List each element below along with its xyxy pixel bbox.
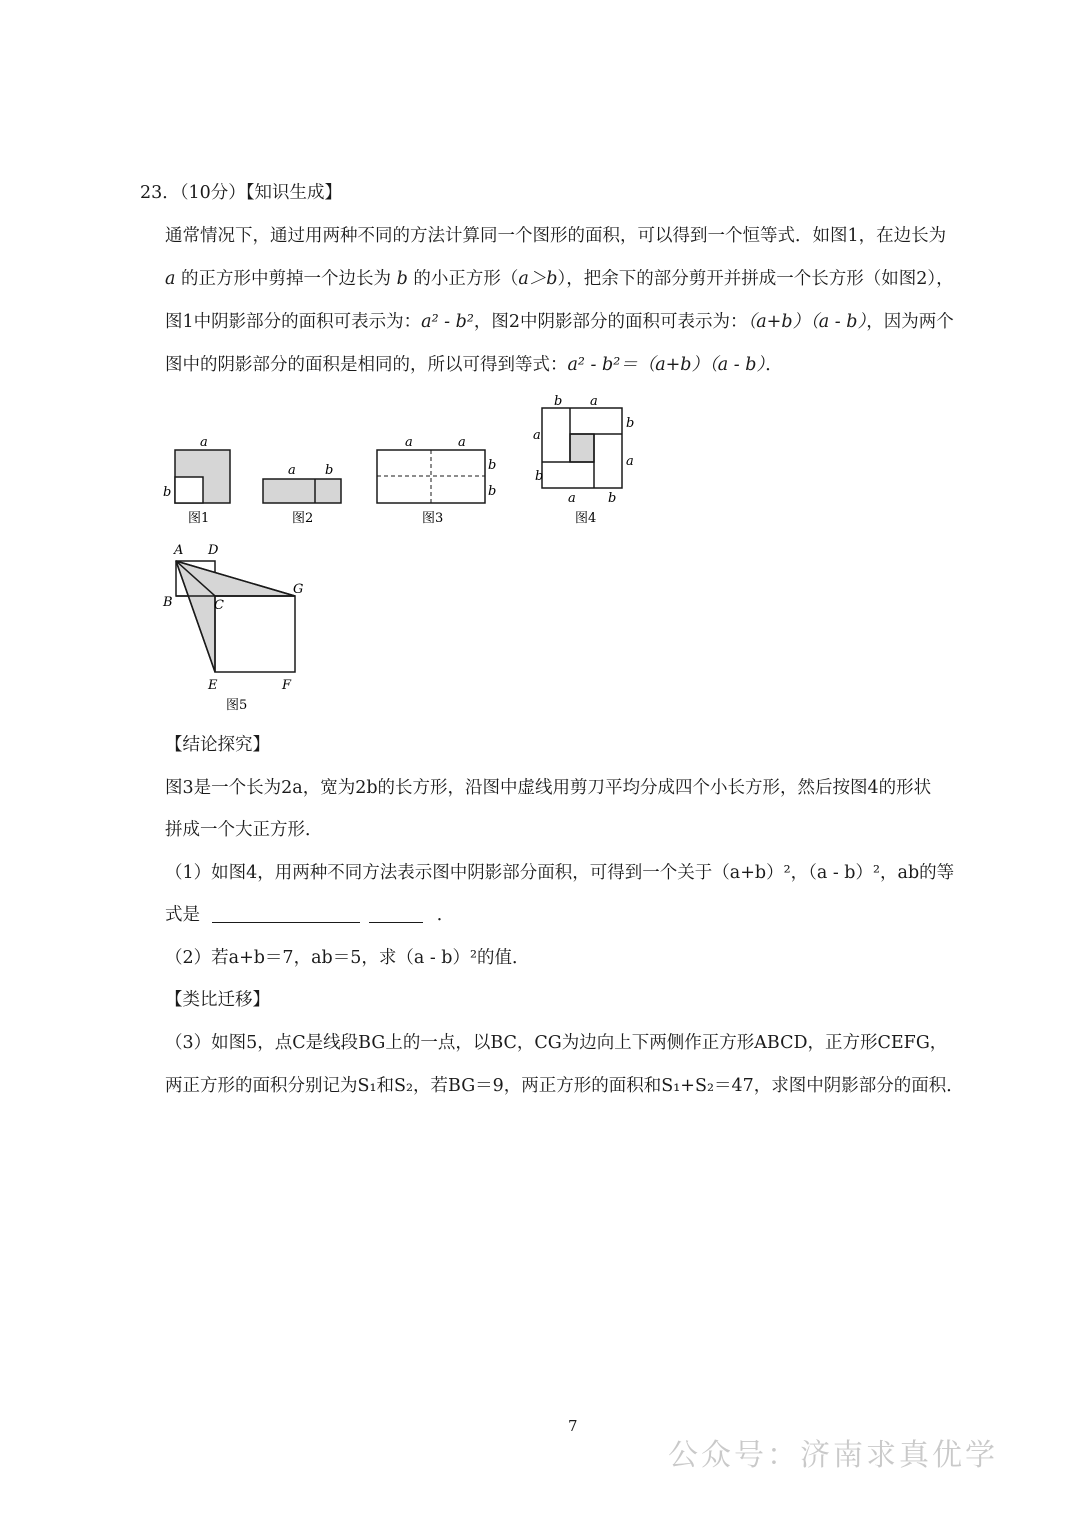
intro-line-4: 图中的阴影部分的面积是相同的，所以可得到等式：a² - b²＝（a+b）（a - b）． [165,355,783,375]
fig2-caption: 图2 [292,511,314,526]
fig5-caption: 图5 [226,698,248,713]
conclusion-text-2: 拼成一个大正方形． [165,820,323,840]
fig3-label-b2: b [488,484,497,499]
section-analogy-heading: 【类比迁移】 [165,990,270,1010]
fig5-point-c: C [214,598,224,613]
answer-blank-1[interactable] [212,904,360,923]
problem-heading: 23．（10分）【知识生成】 [140,183,343,203]
figures-row [150,390,670,540]
figure-3 [377,435,496,526]
fig4-label-b-bottom: b [608,491,617,506]
fig4-label-b-left: b [535,469,544,484]
fig3-caption: 图3 [422,511,444,526]
fig5-point-f: F [282,678,292,693]
figure-4 [533,394,634,526]
fig5-point-e: E [208,678,218,693]
fig5-point-b: B [163,595,173,610]
question-1-line-1: （1）如图4，用两种不同方法表示图中阴影部分面积，可得到一个关于（a+b）²，（a - b）²，ab的等 [165,863,955,883]
question-1-line-2: 式是 ． [165,905,455,925]
figure-5 [150,535,350,720]
question-3-line-1: （3）如图5，点C是线段BG上的一点，以BC，CG为边向上下两侧作正方形ABCD，正方形CEFG， [165,1033,948,1053]
question-2: （2）若a+b＝7，ab＝5，求（a - b）²的值． [165,948,530,968]
fig5-point-a: A [174,543,184,558]
intro-line-3: 图1中阴影部分的面积可表示为：a² - b²，图2中阴影部分的面积可表示为：（a+b）（a - b），因为两个 [165,312,954,332]
fig4-label-a-top: a [590,394,598,409]
question-3-line-2: 两正方形的面积分别记为S₁和S₂，若BG＝9，两正方形的面积和S₁+S₂＝47，求图中阴影部分的面积． [165,1076,964,1096]
fig4-label-a-right: a [626,454,634,469]
fig2-label-a: a [288,463,296,478]
fig1-caption: 图1 [188,511,210,526]
fig2-label-b: b [325,463,334,478]
fig3-label-b1: b [488,458,497,473]
fig1-label-b: b [163,485,172,500]
fig3-label-a1: a [405,435,413,450]
fig3-label-a2: a [458,435,466,450]
intro-line-2: a 的正方形中剪掉一个边长为 b 的小正方形（a＞b），把余下的部分剪开并拼成一个长方形（如图2）， [165,269,954,289]
fig2-rectangle [263,479,341,503]
fig5-square-cefg [215,596,295,672]
fig4-inner-square [570,434,594,462]
watermark: 公众号：济南求真优学 [668,1438,998,1473]
figure-2 [263,463,341,526]
section-conclusion-heading: 【结论探究】 [165,735,270,755]
fig5-point-d: D [208,543,219,558]
fig4-label-a-bottom: a [568,491,576,506]
conclusion-text-1: 图3是一个长为2a，宽为2b的长方形，沿图中虚线用剪刀平均分成四个小长方形，然后按图4的形状 [165,778,932,798]
page-number: 7 [568,1417,578,1435]
intro-line-1: 通常情况下，通过用两种不同的方法计算同一个图形的面积，可以得到一个恒等式．如图1，在边长为 [165,226,947,246]
fig5-point-g: G [293,582,304,597]
fig4-caption: 图4 [575,511,597,526]
fig4-label-b-right: b [626,416,635,431]
fig4-label-a-left: a [533,428,541,443]
answer-blank-2[interactable] [369,904,423,923]
fig1-label-a: a [200,435,208,450]
fig1-cut-square [175,477,203,503]
fig4-label-b-top: b [554,394,563,409]
figure-1 [163,435,230,526]
